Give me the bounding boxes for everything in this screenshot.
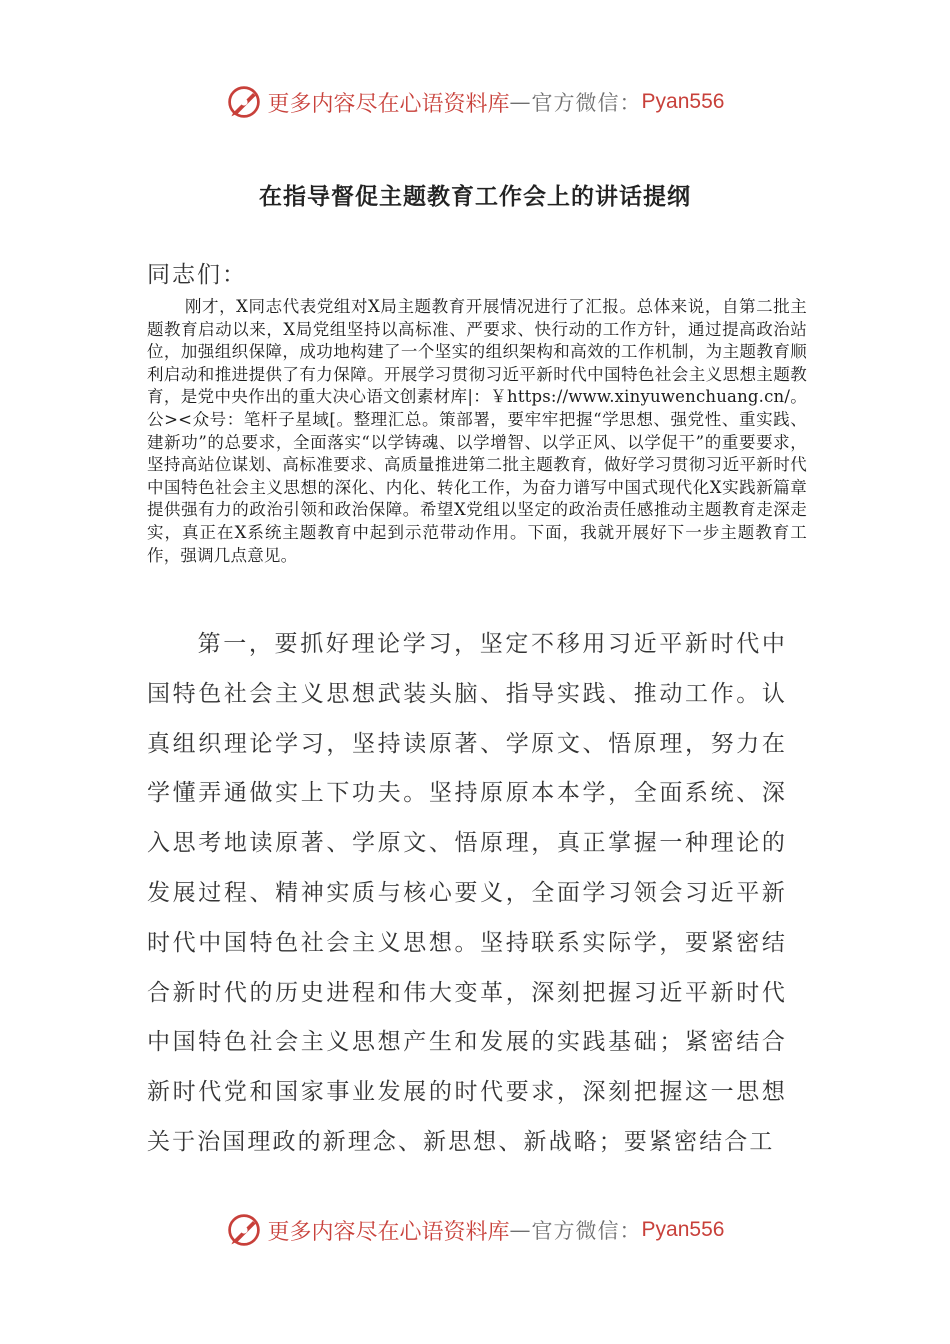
watermark-separator: — xyxy=(509,90,532,114)
watermark-official-label: 官方微信： xyxy=(531,91,642,115)
pen-logo-icon xyxy=(226,84,262,120)
document-title: 在指导督促主题教育工作会上的讲话提纲 xyxy=(259,184,691,210)
watermark-brand: 更多内容尽在心语资料库 xyxy=(267,1219,510,1245)
salutation: 同志们： xyxy=(147,262,247,288)
header-watermark xyxy=(0,80,950,124)
footer-watermark xyxy=(0,1208,950,1252)
first-point-paragraph: 第一，要抓好理论学习，坚定不移用习近平新时代中国特色社会主义思想武装头脑、指导实践、推动工作。认真组织理论学习，坚持读原著、学原文、悟原理，努力在学懂弄通做实上下功夫。坚持原原本本学，全面系统、深入思考地读原著、学原文、悟原理，真正掌握一种理论的发展过程、精神实质与核心要义，全面学习领会习近平新时代中国特色社会主义思想。坚持联系实际学，要紧密结合新时代的历史进程和伟大变革，深刻把握习近平新时代中国特色社会主义思想产生和发展的实践基础；紧密结合新时代党和国家事业发展的时代要求，深刻把握这一思想关于治国理政的新理念、新思想、新战略；要紧密结合工 xyxy=(147,631,787,1155)
watermark-handle: Pyan556 xyxy=(641,1218,725,1241)
watermark-official-label: 官方微信： xyxy=(531,1219,642,1243)
intro-paragraph: 刚才，X同志代表党组对X局主题教育开展情况进行了汇报。总体来说，自第二批主题教育启动以来，X局党组坚持以高标准、严要求、快行动的工作方针，通过提高政治站位，加强组织保障，成功地构建了一个坚实的组织架构和高效的工作机制，为主题教育顺利启动和推进提供了有力保障。开展学习贯彻习近平新时代中国特色社会主义思想主题教育，是党中央作出的重大决心语文创素材库|：￥https://www.xinyuwenchuang.cn/。公><众号：笔杆子星域[。整理汇总。策部署，要牢牢把握“学思想、强党性、重实践、建新功”的总要求，全面落实“以学铸魂、以学增智、以学正风、以学促干”的重要要求，坚持高站位谋划、高标准要求、高质量推进第二批主题教育，做好学习贯彻习近平新时代中国特色社会主义思想的深化、内化、转化工作，为奋力谱写中国式现代化X实践新篇章提供强有力的政治引领和政治保障。希望X党组以坚定的政治责任感推动主题教育走深走实，真正在X系统主题教育中起到示范带动作用。下面，我就开展好下一步主题教育工作，强调几点意见。 xyxy=(147,297,807,565)
watermark-handle: Pyan556 xyxy=(641,90,725,113)
pen-logo-icon xyxy=(226,1212,262,1248)
watermark-separator: — xyxy=(509,1218,532,1242)
watermark-brand: 更多内容尽在心语资料库 xyxy=(267,91,510,117)
